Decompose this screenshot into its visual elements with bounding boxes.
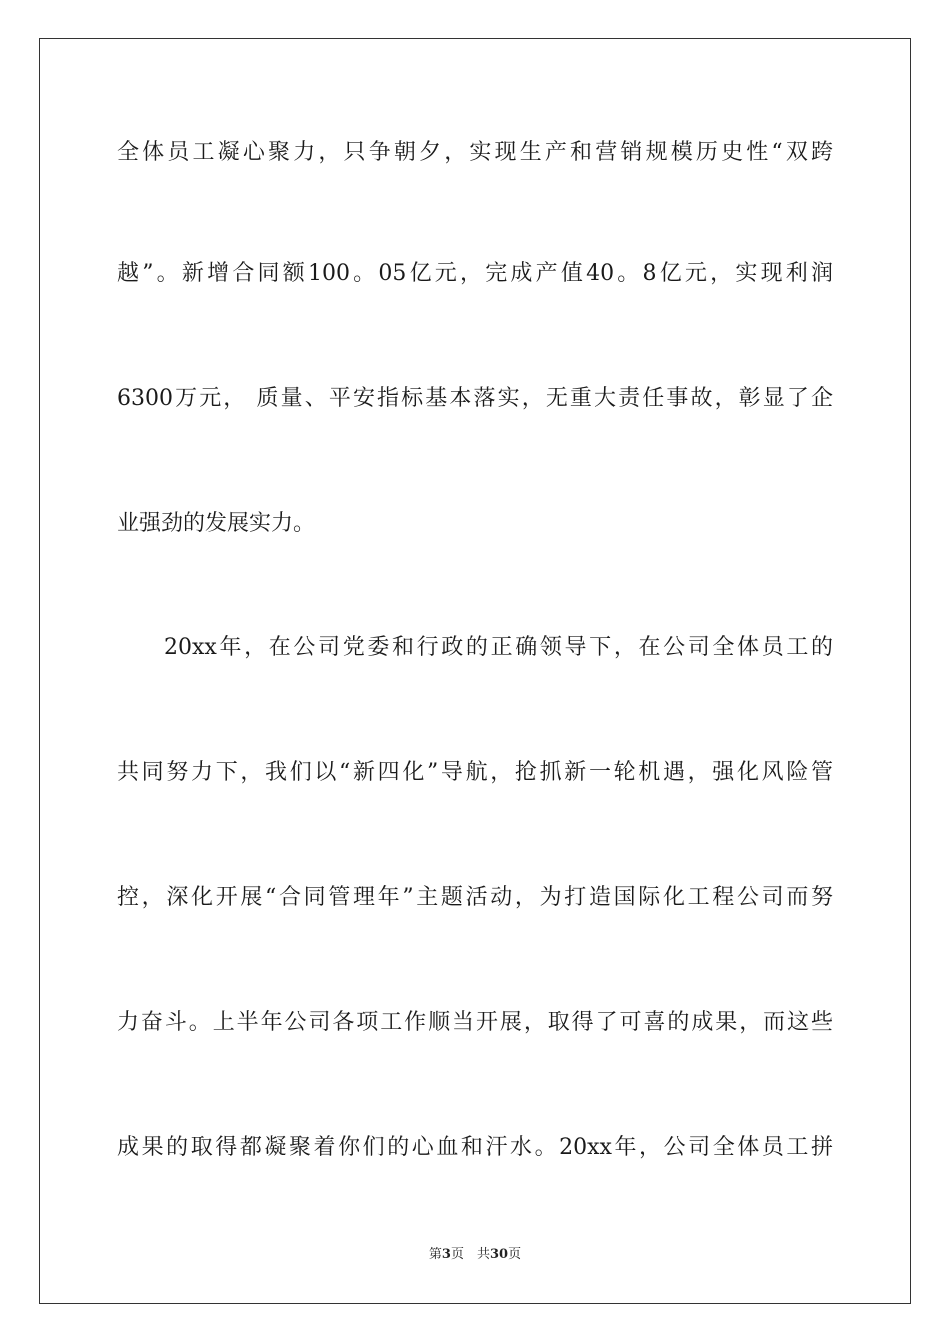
body-line-8: 力奋斗。上半年公司各项工作顺当开展，取得了可喜的成果，而这些: [117, 1010, 833, 1035]
body-line-5: 20xx年，在公司党委和行政的正确领导下，在公司全体员工的: [164, 635, 833, 660]
footer-page-prefix: 第: [428, 1247, 442, 1262]
body-line-1: 全体员工凝心聚力，只争朝夕，实现生产和营销规模历史性“双跨: [117, 140, 833, 165]
body-line-7: 控，深化开展“合同管理年”主题活动，为打造国际化工程公司而努: [117, 885, 833, 910]
footer-page-suffix: 页: [508, 1247, 522, 1262]
body-line-6: 共同努力下，我们以“新四化”导航，抢抓新一轮机遇，强化风险管: [117, 760, 833, 785]
footer-page-mid: 页 共: [450, 1247, 490, 1262]
body-line-9: 成果的取得都凝聚着你们的心血和汗水。20xx年，公司全体员工拼: [117, 1135, 833, 1160]
footer-page-total: 30: [489, 1247, 509, 1262]
body-line-2: 越”。新增合同额100。05亿元，完成产值40。8亿元，实现利润: [117, 261, 833, 286]
footer-page-current: 3: [441, 1247, 451, 1262]
page-number-footer: [0, 1246, 950, 1264]
body-line-4: 业强劲的发展实力。: [117, 511, 316, 536]
body-line-3: 6300万元， 质量、平安指标基本落实，无重大责任事故，彰显了企: [117, 386, 833, 411]
page-border: [39, 38, 911, 1304]
